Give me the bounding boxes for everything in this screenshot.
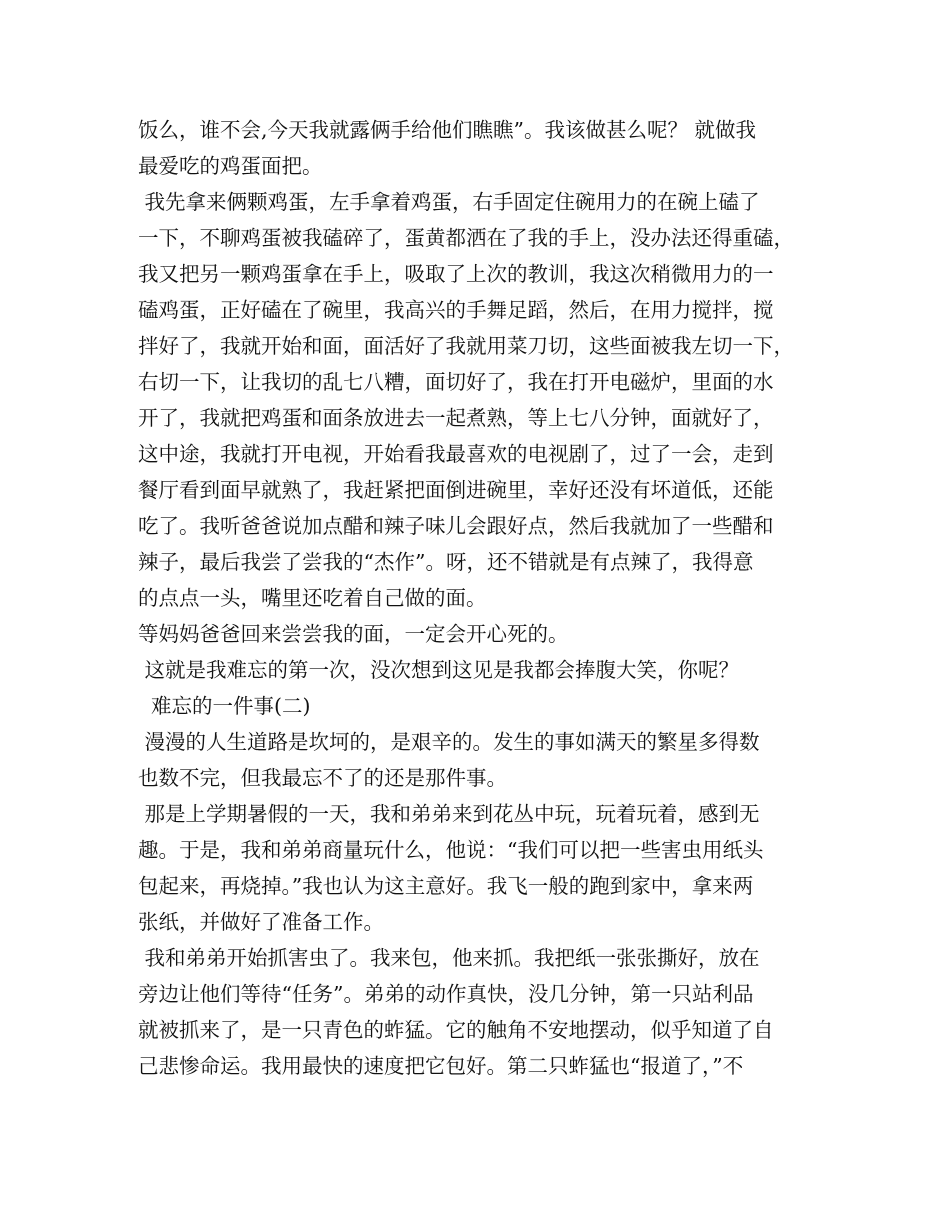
text-line: 开了，我就把鸡蛋和面条放进去一起煮熟，等上七八分钟，面就好了， — [138, 406, 774, 430]
text-line: 右切一下，让我切的乱七八糟，面切好了，我在打开电磁炉，里面的水 — [138, 370, 774, 394]
text-line: 趣。于是，我和弟弟商量玩什么，他说：“我们可以把一些害虫用纸头 — [138, 838, 764, 862]
text-line: 这中途，我就打开电视，开始看我最喜欢的电视剧了，过了一会，走到 — [138, 442, 774, 466]
text-line: 漫漫的人生道路是坎坷的，是艰辛的。发生的事如满天的繁星多得数 — [138, 730, 760, 754]
text-line: 我先拿来俩颗鸡蛋，左手拿着鸡蛋，右手固定住碗用力的在碗上磕了 — [138, 190, 760, 214]
text-line: 我又把另一颗鸡蛋拿在手上，吸取了上次的教训，我这次稍微用力的一 — [138, 262, 774, 286]
text-line: 等妈妈爸爸回来尝尝我的面，一定会开心死的。 — [138, 622, 569, 646]
text-line: 一下，不聊鸡蛋被我磕碎了，蛋黄都洒在了我的手上，没办法还得重磕， — [138, 226, 794, 250]
text-line: 辣子，最后我尝了尝我的“杰作”。呀，还不错就是有点辣了，我得意 — [138, 550, 754, 574]
text-line: 张纸，并做好了准备工作。 — [138, 910, 384, 934]
text-line: 那是上学期暑假的一天，我和弟弟来到花丛中玩，玩着玩着，感到无 — [138, 802, 760, 826]
text-line: 己悲惨命运。我用最快的速度把它包好。第二只蚱猛也“报道了，”不 — [138, 1054, 744, 1078]
text-line: 磕鸡蛋，正好磕在了碗里，我高兴的手舞足蹈，然后，在用力搅拌，搅 — [138, 298, 774, 322]
text-line: 拌好了，我就开始和面，面活好了我就用菜刀切，这些面被我左切一下， — [138, 334, 794, 358]
text-line: 的点点一头，嘴里还吃着自己做的面。 — [138, 586, 487, 610]
text-line: 包起来，再烧掉。”我也认为这主意好。我飞一般的跑到家中，拿来两 — [138, 874, 754, 898]
text-line: 餐厅看到面早就熟了，我赶紧把面倒进碗里，幸好还没有坏道低，还能 — [138, 478, 774, 502]
text-line: 我和弟弟开始抓害虫了。我来包，他来抓。我把纸一张张撕好，放在 — [138, 946, 760, 970]
text-line: 饭么，谁不会,今天我就露俩手给他们瞧瞧”。我该做甚么呢？ 就做我 — [138, 118, 757, 142]
text-line: 这就是我难忘的第一次，没次想到这见是我都会捧腹大笑，你呢？ — [138, 658, 740, 682]
text-line: 就被抓来了，是一只青色的蚱猛。它的触角不安地摆动，似乎知道了自 — [138, 1018, 774, 1042]
text-line: 吃了。我听爸爸说加点醋和辣子味儿会跟好点，然后我就加了一些醋和 — [138, 514, 774, 538]
text-line: 最爱吃的鸡蛋面把。 — [138, 154, 323, 178]
section-heading: 难忘的一件事(二) — [138, 694, 311, 718]
text-line: 也数不完，但我最忘不了的还是那件事。 — [138, 766, 507, 790]
text-line: 旁边让他们等待“任务”。弟弟的动作真快，没几分钟，第一只站利品 — [138, 982, 754, 1006]
